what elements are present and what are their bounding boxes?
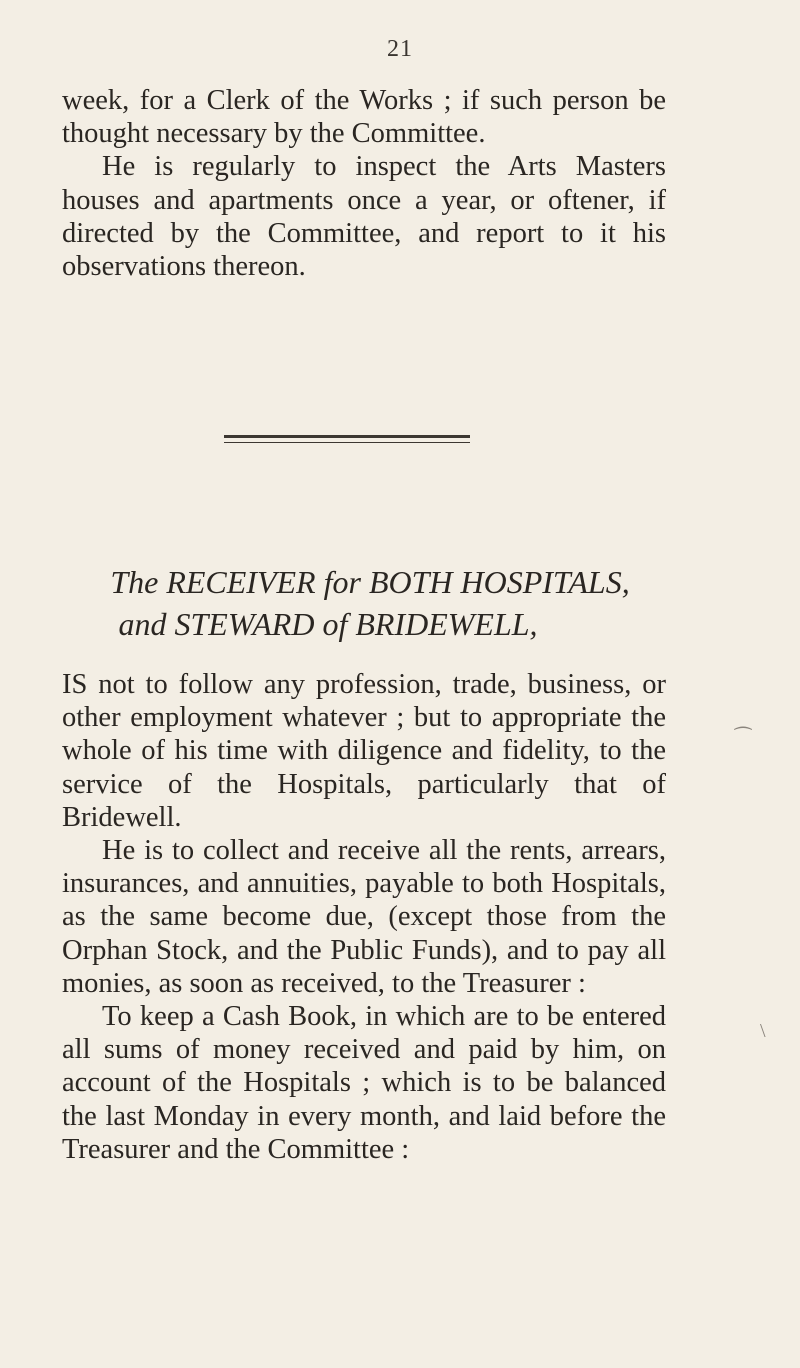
paragraph-inspect-houses: He is regularly to inspect the Arts Masters houses and apartments once a year, or oftener, if directed by the Committee, and report to it his observations thereon. — [62, 151, 666, 283]
paragraph-cash-book: To keep a Cash Book, in which are to be entered all sums of money received and paid by him, on account of the Hospitals ; which is to be balanced the last Monday in every month, and laid before the Treasurer and the Committee : — [62, 1001, 666, 1165]
page-number: 21 — [387, 36, 413, 62]
section-divider-thick — [224, 435, 470, 438]
section-subheading-steward: and STEWARD of BRIDEWELL, — [118, 606, 538, 642]
paragraph-no-profession: IS not to follow any profession, trade, business, or other employment whatever ; but to appropriate the whole of his time with diligence and fidelity, to the service of the Hospitals, particularly that of Bridewell. — [62, 669, 666, 833]
section-clerk-of-works — [62, 84, 666, 283]
margin-speck: ⁔ — [735, 708, 752, 730]
margin-speck: \ — [760, 1020, 766, 1042]
section-heading-receiver: The RECEIVER for BOTH HOSPITALS, — [110, 564, 630, 600]
paragraph-collect-rents: He is to collect and receive all the rents, arrears, insurances, and annuities, payable to both Hospitals, as the same become due, (except those from the Orphan Stock, and the Public Funds), and to pay all monies, as soon as received, to the Treasurer : — [62, 835, 666, 999]
section-divider-thin — [224, 442, 470, 443]
section-receiver-duties — [62, 668, 666, 1166]
paragraph-clerk: week, for a Clerk of the Works ; if such person be thought necessary by the Committee. — [62, 85, 666, 150]
